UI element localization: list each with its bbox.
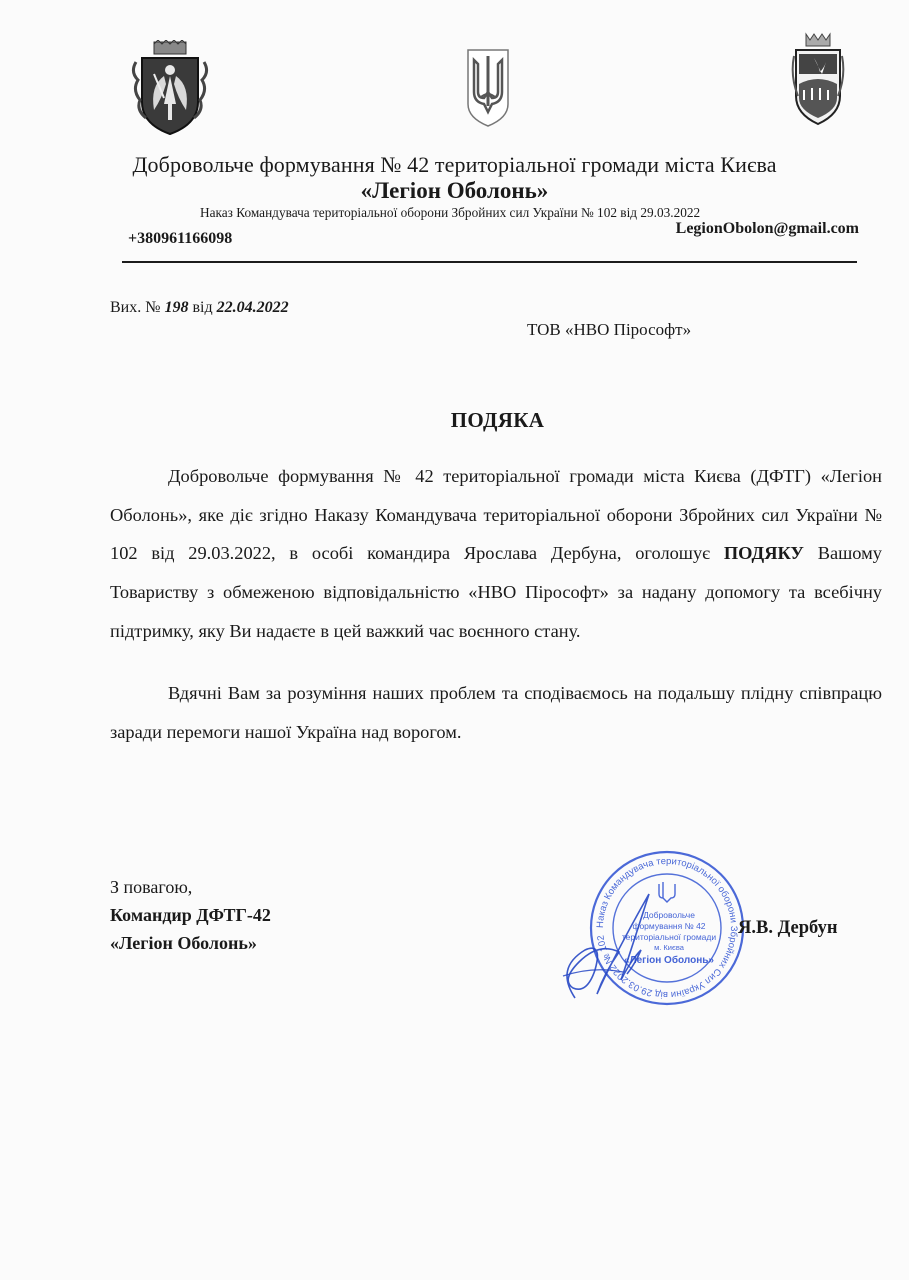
signer-unit: «Легіон Оболонь» (110, 933, 257, 953)
closing-phrase: З повагою, (110, 877, 193, 897)
stamp-line-4: м. Києва (654, 943, 684, 952)
outgoing-date-prefix: від (188, 299, 217, 316)
obolon-coat-of-arms-icon (790, 32, 846, 126)
paragraph-1-emphasis: ПОДЯКУ (723, 543, 804, 564)
paragraph-1-text-start: Добровольче формування № 42 територіальної громади міста Києва (ДФТГ) «Легіон Оболонь», яке діє згідно Наказу Командувача територіальної оборони Збройних сил України № 102 від 29.03.2022, в особі командира Ярослава Дербуна, оголошує (110, 466, 882, 564)
document-title: ПОДЯКА (450, 408, 545, 432)
body-paragraph-1 (110, 457, 882, 651)
outgoing-prefix: Вих. № (110, 299, 165, 316)
stamp-line-3: територіальної громади (621, 932, 717, 942)
signer-name: Я.В. Дербун (738, 918, 838, 938)
phone-number: +380961166098 (128, 230, 233, 247)
signer-position: Командир ДФТГ-42 (110, 905, 271, 925)
signature-block (110, 873, 271, 957)
recipient: ТОВ «НВО Пірософт» (527, 320, 692, 339)
outgoing-number-value: 198 (164, 299, 189, 316)
stamp-line-1: Добровольче (643, 910, 695, 920)
body-paragraph-2: Вдячні Вам за розуміння наших проблем та сподіваємось на подальшу плідну співпрацю заради перемоги нашої Україна над ворогом. (110, 683, 882, 742)
stamp-ring-text: Наказ Командувача територіальної оборони Збройних Сил України від 29.03.2022 № 102 (594, 855, 740, 1001)
paragraph-1-text-end: Вашому Товариству з обмеженою відповідальністю «НВО Пірософт» за надану допомогу та всебічну підтримку, яку Ви надаєте в цей важкий час воєнного стану. (110, 543, 882, 641)
header-divider (122, 261, 857, 263)
outgoing-number (110, 299, 289, 317)
handwritten-signature (555, 888, 665, 1013)
order-reference: Наказ Командувача територіальної оборони Збройних сил України № 102 від 29.03.2022 (200, 205, 701, 220)
unit-name: «Легіон Оболонь» (360, 178, 549, 203)
organization-title: Добровольче формування № 42 територіальної громади міста Києва (132, 152, 777, 177)
email-address: LegionObolon@gmail.com (675, 220, 859, 237)
outgoing-date: 22.04.2022 (216, 299, 289, 316)
ukraine-trident-icon (466, 48, 510, 128)
stamp-line-5: «Легіон Оболонь» (624, 955, 714, 966)
kyiv-coat-of-arms-icon (130, 40, 210, 136)
stamp-line-2: формування № 42 (632, 921, 706, 931)
